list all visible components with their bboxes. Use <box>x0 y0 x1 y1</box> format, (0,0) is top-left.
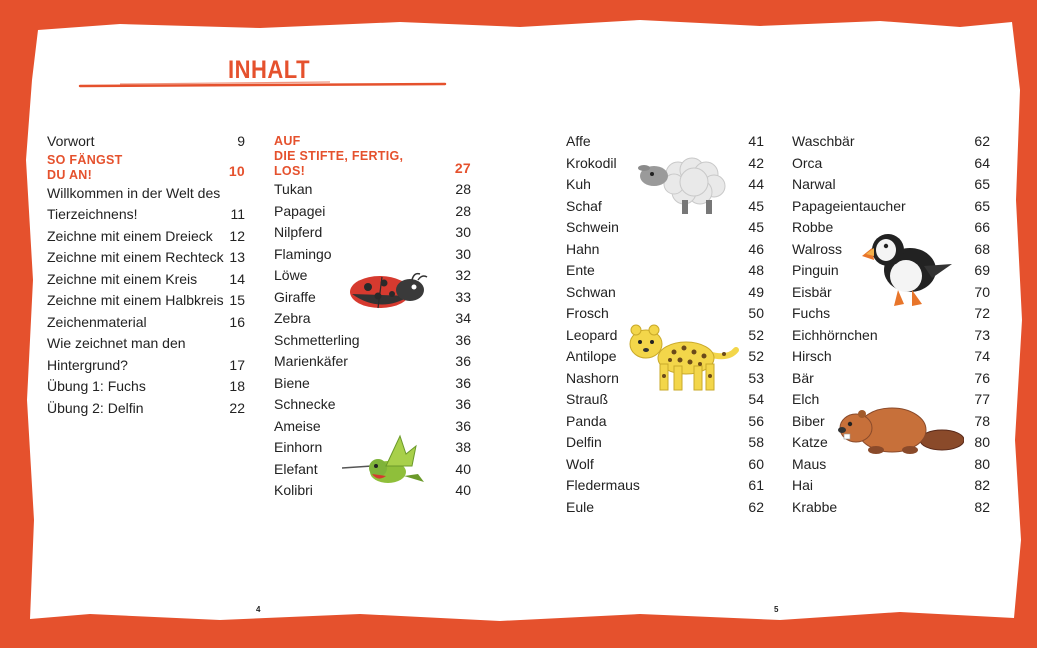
toc-entry-page: 76 <box>974 369 990 386</box>
page-number-left: 4 <box>256 605 261 614</box>
toc-entry-page: 9 <box>237 133 245 149</box>
toc-entry-label: Schwan <box>566 283 616 300</box>
toc-entry-label: Schmetterling <box>274 331 360 348</box>
toc-entry-page: 69 <box>974 262 990 278</box>
toc-entry-label: AUF DIE STIFTE, FERTIG, LOS! <box>274 134 404 178</box>
toc-entry-page: 36 <box>455 374 471 391</box>
toc-entry-label: Maus <box>792 455 827 472</box>
toc-entry-page: 30 <box>455 224 471 240</box>
toc-entry <box>566 411 764 433</box>
toc-entry-page: 77 <box>974 391 990 407</box>
toc-entry-label: Frosch <box>566 305 609 321</box>
toc-entry-page: 36 <box>455 417 471 434</box>
toc-entry-label: Panda <box>566 412 607 429</box>
toc-entry-page: 53 <box>748 369 764 386</box>
toc-entry <box>47 290 245 312</box>
hummingbird-icon <box>342 432 426 492</box>
toc-entry-label: Nashorn <box>566 369 619 386</box>
toc-entry-page: 48 <box>748 262 764 278</box>
toc-entry <box>274 244 471 266</box>
toc-entry-label: Robbe <box>792 219 834 235</box>
toc-entry <box>792 131 990 153</box>
toc-entry <box>566 282 764 304</box>
toc-entry-label: Zeichne mit einem Rechteck <box>47 249 224 265</box>
toc-entry-page: 13 <box>229 249 245 265</box>
toc-entry <box>792 346 990 368</box>
toc-entry-page: 41 <box>748 133 764 149</box>
toc-entry-label: Kuh <box>566 176 591 192</box>
toc-entry-label: Marienkäfer <box>274 353 348 369</box>
toc-entry <box>566 497 764 519</box>
toc-entry <box>566 454 764 476</box>
toc-entry-label: Ente <box>566 262 595 278</box>
toc-entry-page: 49 <box>748 283 764 300</box>
toc-entry <box>792 153 990 175</box>
toc-entry-page: 27 <box>454 159 471 176</box>
leopard-icon <box>624 320 740 394</box>
toc-entry-label: Narwal <box>792 176 836 192</box>
toc-entry-page: 36 <box>455 353 471 369</box>
toc-entry-page: 34 <box>455 310 471 326</box>
toc-entry <box>47 131 245 153</box>
toc-entry-page: 61 <box>748 477 764 493</box>
toc-entry-page: 65 <box>974 197 990 214</box>
toc-entry-page: 54 <box>748 391 764 407</box>
toc-entry-label: Vorwort <box>47 133 95 149</box>
toc-entry-label: Schaf <box>566 197 602 214</box>
toc-entry <box>47 269 245 291</box>
toc-entry-page: 28 <box>455 181 471 197</box>
toc-entry-page: 22 <box>229 399 245 416</box>
toc-entry-label: Wolf <box>566 455 594 472</box>
toc-entry-page: 44 <box>748 176 764 192</box>
toc-entry-page: 30 <box>455 245 471 262</box>
toc-entry-label: Krabbe <box>792 498 838 515</box>
toc-entry-page: 18 <box>229 378 245 394</box>
toc-entry <box>274 222 471 244</box>
toc-entry-label: Zebra <box>274 310 311 326</box>
toc-entry <box>47 312 245 334</box>
beaver-icon <box>836 402 964 458</box>
toc-entry-page: 40 <box>455 460 471 477</box>
toc-entry <box>792 497 990 519</box>
toc-entry-page: 68 <box>974 240 990 257</box>
toc-entry-label: Ameise <box>274 417 321 434</box>
toc-entry-label: Delfin <box>566 434 602 450</box>
sheep-icon <box>638 152 730 216</box>
toc-entry-page: 46 <box>748 240 764 257</box>
toc-entry-page: 10 <box>228 163 245 179</box>
toc-entry-page: 62 <box>974 133 990 149</box>
toc-entry-label: Elefant <box>274 460 318 477</box>
toc-entry-page: 17 <box>229 356 245 373</box>
toc-entry-page: 82 <box>974 477 990 493</box>
toc-entry-label: Giraffe <box>274 288 316 305</box>
toc-entry <box>566 217 764 239</box>
toc-entry-label: Biber <box>792 412 825 429</box>
toc-entry-label: Zeichne mit einem Dreieck <box>47 227 213 244</box>
page-number-right: 5 <box>774 605 779 614</box>
toc-entry-page: 45 <box>748 197 764 214</box>
toc-entry-page: 72 <box>974 305 990 321</box>
toc-entry-label: Waschbär <box>792 133 855 149</box>
toc-entry-page: 14 <box>229 270 245 287</box>
toc-entry-label: Zeichne mit einem Kreis <box>47 270 198 287</box>
toc-entry-page: 15 <box>229 292 245 308</box>
toc-entry <box>566 239 764 261</box>
toc-entry-label: Übung 2: Delfin <box>47 399 144 416</box>
toc-entry <box>274 373 471 395</box>
toc-entry-page: 11 <box>230 206 245 222</box>
toc-entry-page: 40 <box>455 482 471 498</box>
toc-entry-label: Zeichenmaterial <box>47 313 147 330</box>
toc-entry-label: Strauß <box>566 391 609 407</box>
toc-entry <box>274 330 471 352</box>
toc-column-1 <box>47 131 245 419</box>
toc-entry-page: 50 <box>748 305 764 321</box>
toc-entry <box>566 432 764 454</box>
toc-entry-label: Katze <box>792 434 828 450</box>
toc-entry-page: 65 <box>974 176 990 192</box>
toc-column-4 <box>792 131 990 518</box>
toc-entry-page: 45 <box>748 219 764 235</box>
toc-entry-label: Hahn <box>566 240 600 257</box>
page-title: INHALT <box>228 55 311 84</box>
toc-entry-label: Zeichne mit einem Halbkreis <box>47 292 224 308</box>
toc-entry-label: Leopard <box>566 326 618 343</box>
toc-entry <box>47 376 245 398</box>
toc-entry <box>274 179 471 201</box>
toc-entry <box>792 325 990 347</box>
toc-entry <box>47 183 245 226</box>
puffin-icon <box>862 226 954 310</box>
toc-section-heading <box>274 134 471 179</box>
toc-entry-label: Biene <box>274 374 310 391</box>
toc-entry-page: 62 <box>748 498 764 515</box>
toc-entry <box>274 394 471 416</box>
toc-entry-page: 42 <box>748 154 764 171</box>
toc-entry-label: Tukan <box>274 181 313 197</box>
toc-entry-page: 16 <box>229 313 245 330</box>
toc-entry <box>566 475 764 497</box>
toc-entry <box>47 333 245 376</box>
toc-entry-page: 64 <box>974 154 990 171</box>
toc-entry <box>792 196 990 218</box>
toc-section-heading <box>47 153 245 183</box>
toc-entry-page: 36 <box>455 396 471 412</box>
toc-entry-label: Elch <box>792 391 820 407</box>
toc-entry-page: 38 <box>455 439 471 455</box>
toc-entry-page: 33 <box>455 288 471 305</box>
toc-entry-label: Eisbär <box>792 283 832 300</box>
toc-entry-label: Löwe <box>274 267 308 283</box>
toc-entry-label: Übung 1: Fuchs <box>47 378 146 394</box>
toc-entry-page: 78 <box>974 412 990 429</box>
toc-entry <box>47 247 245 269</box>
toc-entry-label: Hai <box>792 477 814 493</box>
toc-entry-label: Wie zeichnet man den Hintergrund? <box>47 335 186 373</box>
toc-entry-label: Krokodil <box>566 154 617 171</box>
toc-entry-label: Einhorn <box>274 439 323 455</box>
toc-entry-page: 52 <box>748 348 764 364</box>
toc-entry-label: Eule <box>566 498 595 515</box>
toc-entry-label: Willkommen in der Welt des Tierzeichnens! <box>47 184 221 222</box>
toc-entry-label: Eichhörnchen <box>792 326 878 343</box>
toc-entry-label: Bär <box>792 369 814 386</box>
toc-entry <box>47 398 245 420</box>
toc-entry-page: 56 <box>748 412 764 429</box>
toc-entry-page: 28 <box>455 202 471 219</box>
toc-entry-label: Affe <box>566 133 591 149</box>
toc-entry-page: 32 <box>455 267 471 283</box>
toc-entry-label: Fuchs <box>792 305 831 321</box>
toc-entry <box>274 201 471 223</box>
toc-entry <box>792 475 990 497</box>
toc-entry <box>792 174 990 196</box>
toc-entry-label: Papageientaucher <box>792 197 906 214</box>
toc-entry-label: Nilpferd <box>274 224 323 240</box>
toc-entry-label: Flamingo <box>274 245 332 262</box>
toc-entry-label: Fledermaus <box>566 477 640 493</box>
toc-entry-page: 58 <box>748 434 764 450</box>
toc-entry-page: 82 <box>974 498 990 515</box>
toc-entry-label: Pinguin <box>792 262 839 278</box>
toc-entry-label: Papagei <box>274 202 326 219</box>
toc-entry-label: Antilope <box>566 348 617 364</box>
toc-entry-page: 60 <box>748 455 764 472</box>
toc-entry-label: Orca <box>792 154 823 171</box>
toc-entry-page: 80 <box>974 434 990 450</box>
toc-entry-page: 66 <box>974 219 990 235</box>
ladybug-icon <box>348 270 428 312</box>
toc-entry <box>566 131 764 153</box>
toc-entry <box>566 260 764 282</box>
toc-entry-page: 70 <box>974 283 990 300</box>
toc-entry-page: 74 <box>974 348 990 364</box>
toc-entry-page: 36 <box>455 331 471 348</box>
toc-entry-page: 52 <box>748 326 764 343</box>
toc-entry-label: Schwein <box>566 219 619 235</box>
toc-entry-label: Schnecke <box>274 396 336 412</box>
toc-entry-label: Kolibri <box>274 482 313 498</box>
toc-entry <box>47 226 245 248</box>
toc-entry-page: 12 <box>229 227 245 244</box>
toc-entry-label: Hirsch <box>792 348 832 364</box>
toc-entry-label: SO FÄNGST DU AN! <box>47 152 123 182</box>
toc-entry <box>792 368 990 390</box>
toc-entry-page: 80 <box>974 455 990 472</box>
toc-entry <box>274 351 471 373</box>
toc-entry-label: Walross <box>792 240 843 257</box>
toc-entry-page: 73 <box>974 326 990 343</box>
